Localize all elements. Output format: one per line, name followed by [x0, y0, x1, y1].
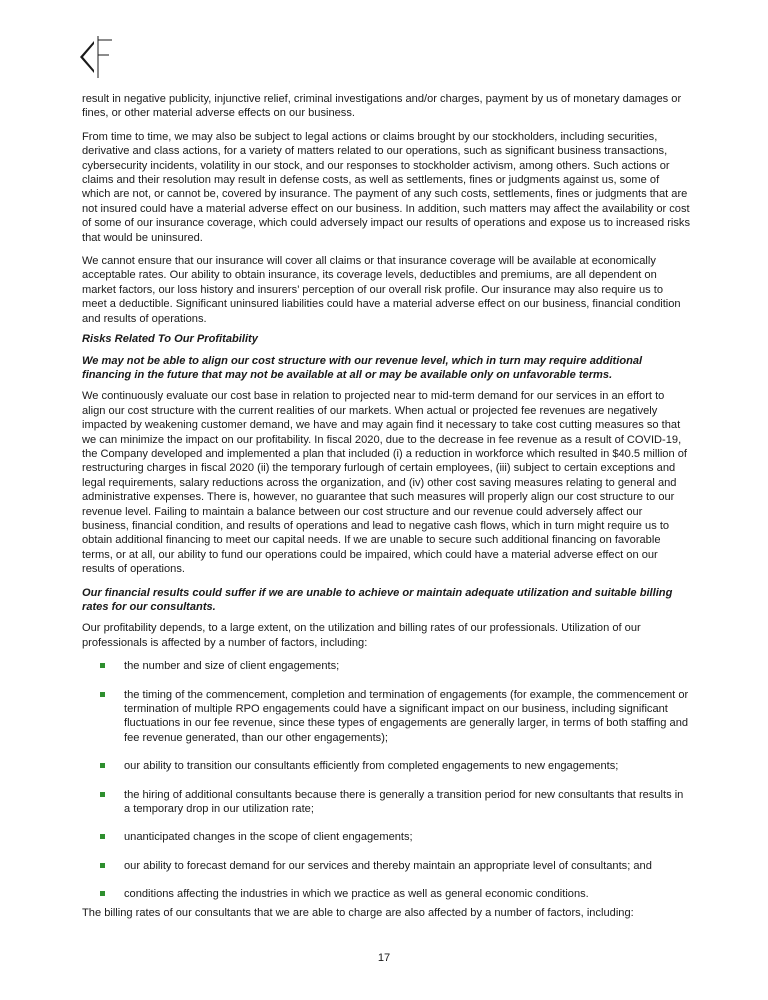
paragraph: result in negative publicity, injunctive relief, criminal investigations and/or charges, payment by us of monetary damages or fines, or other material adverse effects on our business.: [82, 93, 682, 120]
bullet-square-icon: [100, 663, 105, 668]
paragraph: We cannot ensure that our insurance will cover all claims or that insurance coverage will be available at economically acceptable rates. Our ability to obtain insurance, its coverage levels, deductibles and premiums, are all dependent on market factors, our loss history and insurers’ perception of our overall risk profile. Our insurance may also require us to meet a deductible. Significant uninsured liabilities could have a material adverse effect on our business, financial condition and results of operations.: [82, 255, 681, 325]
paragraph: Our profitability depends, to a large extent, on the utilization and billing rates of our professionals. Utilization of our professionals is affected by a number of factors, including:: [82, 622, 641, 649]
paragraph: The billing rates of our consultants that we are able to charge are also affected by a number of factors, including:: [82, 906, 634, 919]
paragraph: From time to time, we may also be subject to legal actions or claims brought by our stockholders, including securities, derivative and class actions, for a variety of matters related to our operations, such as significant business transactions, cybersecurity incidents, volatility in our stock, and our responses to stockholder activism, among others. Such actions or claims and their resolution may result in defense costs, as well as settlements, fines or judgments against us, some of which are not, or cannot be, covered by insurance. The payment of any such costs, settlements, fines or judgments that are not insured could have a material adverse effect on our business. In addition, such matters may affect the availability or cost of some of our insurance coverage, which could adversely impact our results of operations and expose us to increased risks that would be uninsured.: [82, 130, 691, 244]
list-item: [82, 830, 690, 844]
list-item-text: our ability to forecast demand for our services and thereby maintain an appropriate level of consultants; and: [124, 859, 652, 872]
section-heading: Risks Related To Our Profitability: [82, 333, 258, 346]
page-number: 17: [377, 952, 391, 964]
bullet-square-icon: [100, 763, 105, 768]
factor-list: [82, 659, 690, 901]
list-item-text: unanticipated changes in the scope of client engagements;: [124, 831, 413, 844]
list-item: [82, 659, 690, 673]
list-item: [82, 859, 690, 873]
paragraph: We continuously evaluate our cost base in relation to projected near to mid-term demand for our services in an effort to align our cost structure with the current realities of our markets. When actual or projected fee revenues are negatively impacted by weakening customer demand, we have and may again find it necessary to take cost cutting measures so that we can minimize the impact on our profitability. In fiscal 2020, due to the decrease in fee revenue as a result of COVID-19, the Company developed and implemented a plan that included (i) a reduction in workforce which resulted in $40.5 million of restructuring charges in fiscal 2020 (ii) the temporary furlough of certain employees, (iii) subject to certain exceptions and legal requirements, salary reductions across the organization, and (iv) other cost saving measures relating to general and administrative expenses. There is, however, no guarantee that such measures will properly align our cost structure to our revenue level. Failing to maintain a balance between our cost structure and our revenue could adversely affect our business, financial condition, and results of operations and lead to negative cash flows, which in turn might require us to obtain additional financing to meet our capital needs. If we are unable to secure such additional financing on favorable terms, or at all, our ability to fund our operations could be impaired, which could have a material adverse effect on our results of operations.: [82, 390, 687, 576]
list-item: [82, 887, 690, 901]
list-item-text: our ability to transition our consultants efficiently from completed engagements to new engagements;: [124, 760, 619, 773]
risk-heading: Our financial results could suffer if we are unable to achieve or maintain adequate utilization and suitable billing rates for our consultants.: [82, 586, 673, 613]
bullet-square-icon: [100, 792, 105, 797]
page-body: [82, 92, 690, 929]
list-item: [82, 688, 690, 746]
risk-heading: We may not be able to align our cost structure with our revenue level, which in turn may require additional financing in the future that may not be available at all or may be available only on unfavorable terms.: [82, 354, 643, 381]
bullet-square-icon: [100, 863, 105, 868]
list-item: [82, 788, 690, 817]
list-item-text: conditions affecting the industries in which we practice as well as general economic conditions.: [124, 888, 589, 901]
kf-logo-icon: [80, 36, 120, 78]
bullet-square-icon: [100, 834, 105, 839]
bullet-square-icon: [100, 692, 105, 697]
list-item-text: the number and size of client engagements;: [124, 660, 340, 673]
list-item-text: the hiring of additional consultants because there is generally a transition period for new consultants that results in a temporary drop in our utilization rate;: [124, 788, 684, 816]
list-item: [82, 759, 690, 773]
bullet-square-icon: [100, 891, 105, 896]
list-item-text: the timing of the commencement, completion and termination of engagements (for example, the commencement or termination of multiple RPO engagements could have a significant impact on our business, including significant fluctuations in our fee revenue, since these types of engagements are generally larger, in terms of both staffing and fee revenue generated, than our other engagements);: [124, 688, 689, 744]
